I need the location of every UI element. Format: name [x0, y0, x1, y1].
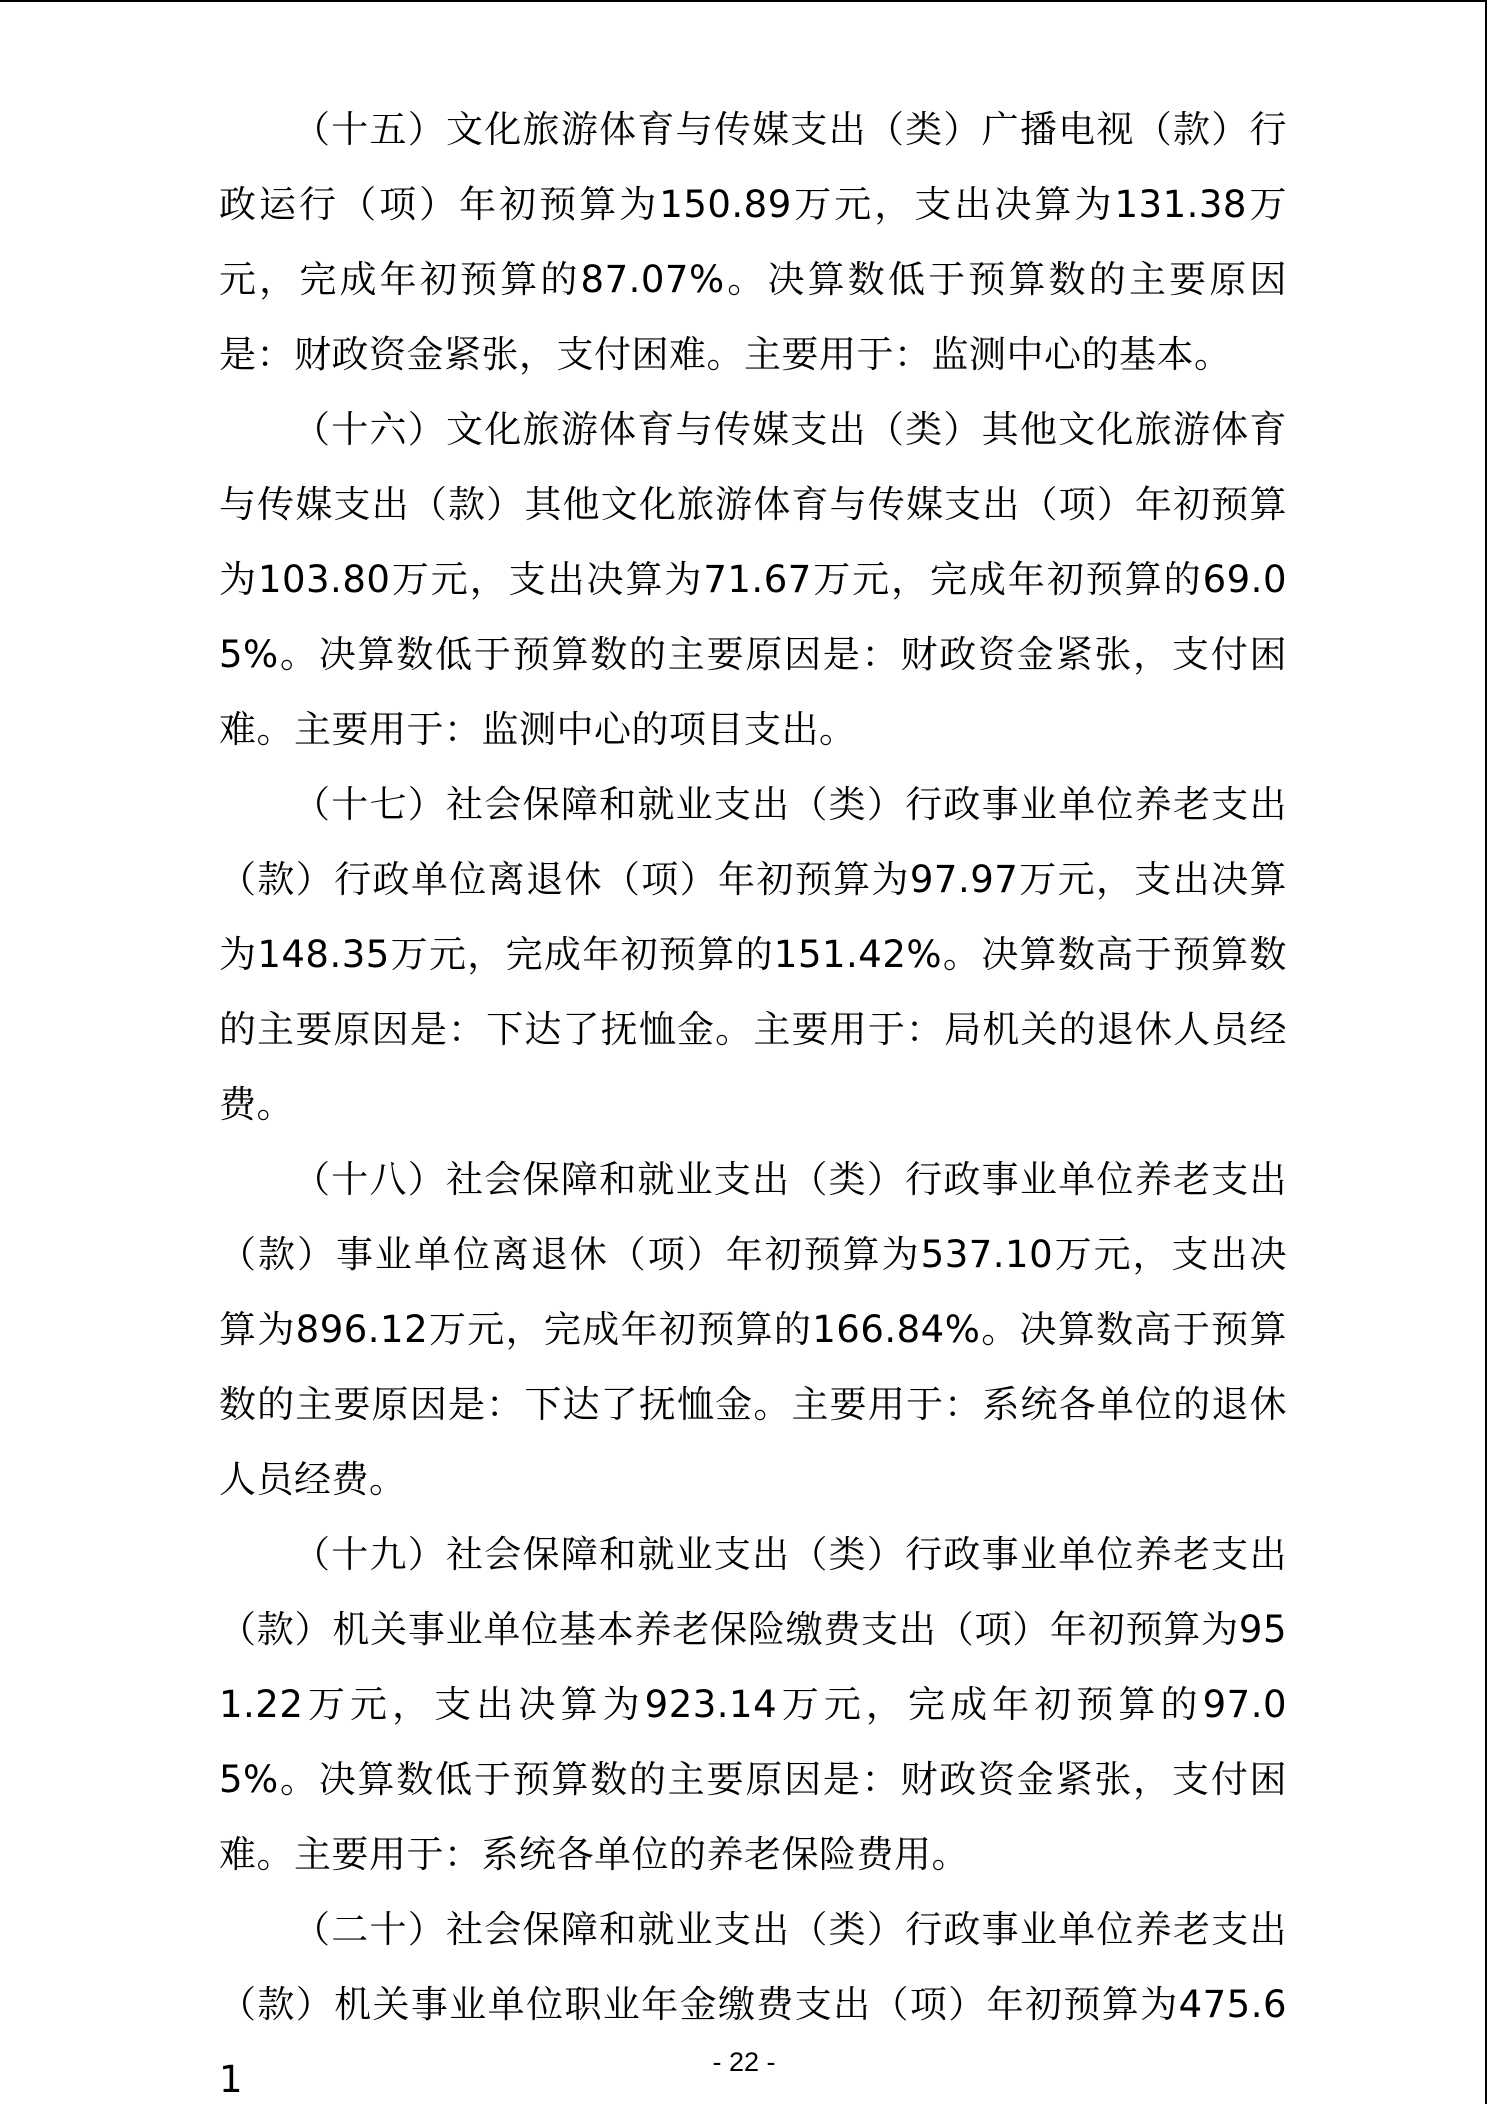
page-number: - 22 - [712, 2047, 776, 2077]
document-body [219, 92, 1287, 2117]
paragraph-19: （十九）社会保障和就业支出（类）行政事业单位养老支出（款）机关事业单位基本养老保险缴费支出（项）年初预算为951.22万元，支出决算为923.14万元，完成年初预算的97.05%。决算数低于预算数的主要原因是：财政资金紧张，支付困难。主要用于：系统各单位的养老保险费用。 [219, 1533, 1287, 1876]
paragraph-18: （十八）社会保障和就业支出（类）行政事业单位养老支出（款）事业单位离退休（项）年初预算为537.10万元，支出决算为896.12万元，完成年初预算的166.84%。决算数高于预算数的主要原因是：下达了抚恤金。主要用于：系统各单位的退休人员经费。 [219, 1158, 1287, 1501]
paragraph-16: （十六）文化旅游体育与传媒支出（类）其他文化旅游体育与传媒支出（款）其他文化旅游体育与传媒支出（项）年初预算为103.80万元，支出决算为71.67万元，完成年初预算的69.05%。决算数低于预算数的主要原因是：财政资金紧张，支付困难。主要用于：监测中心的项目支出。 [219, 408, 1287, 751]
paragraph-15: （十五）文化旅游体育与传媒支出（类）广播电视（款）行政运行（项）年初预算为150.89万元，支出决算为131.38万元，完成年初预算的87.07%。决算数低于预算数的主要原因是：财政资金紧张，支付困难。主要用于：监测中心的基本。 [219, 108, 1287, 376]
paragraph-17: （十七）社会保障和就业支出（类）行政事业单位养老支出（款）行政单位离退休（项）年初预算为97.97万元，支出决算为148.35万元，完成年初预算的151.42%。决算数高于预算数的主要原因是：下达了抚恤金。主要用于：局机关的退休人员经费。 [219, 783, 1287, 1126]
paragraph-20: （二十）社会保障和就业支出（类）行政事业单位养老支出（款）机关事业单位职业年金缴费支出（项）年初预算为475.61 [219, 1908, 1287, 2101]
